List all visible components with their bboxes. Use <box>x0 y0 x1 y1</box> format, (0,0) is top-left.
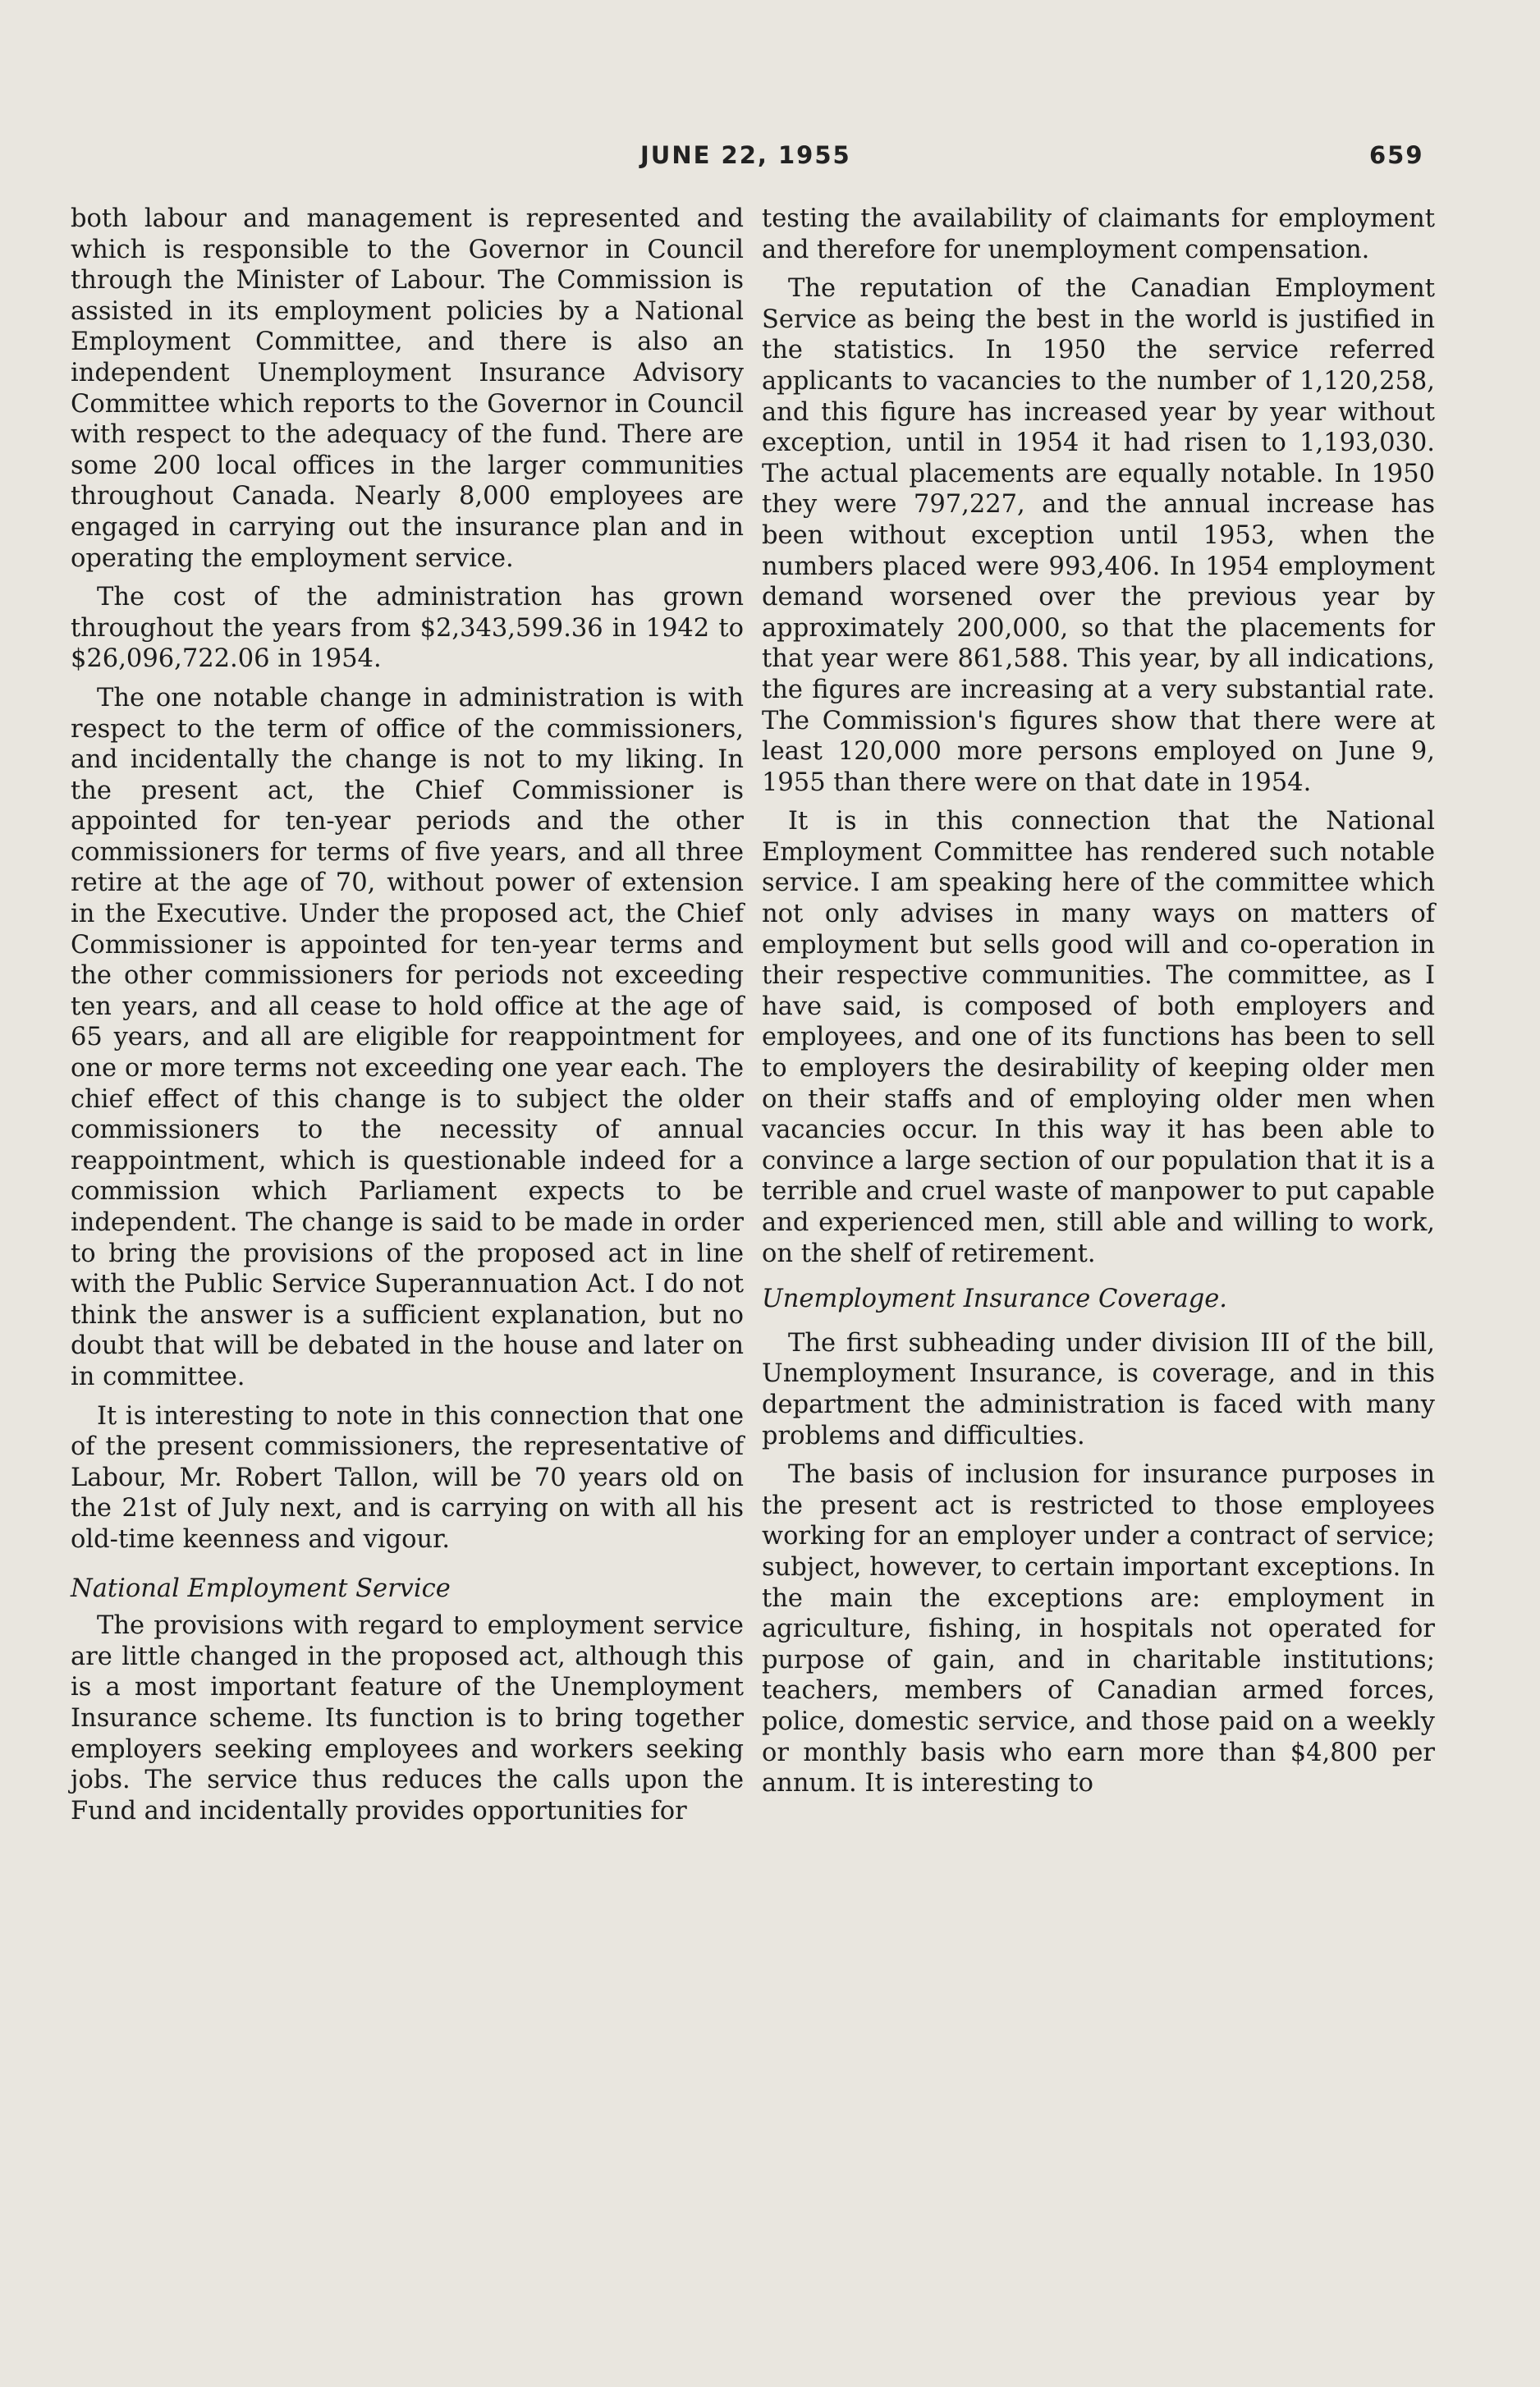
paragraph: The cost of the administration has grown throughout the years from $2,343,599.36 in 1942 to $26,096,722.06 in 1954. <box>71 583 744 674</box>
paragraph: It is interesting to note in this connection that one of the present commissioners, the representative of Labour, Mr. Robert Tallon, will be 70 years old on the 21st of July next, and is carrying on with all his old-time keenness and vigour. <box>71 1401 744 1554</box>
page-number: 659 <box>1369 141 1424 169</box>
paragraph: both labour and management is represented and which is responsible to the Governor in Council through the Minister of Labour. The Commission is assisted in its employment policies by a National Employment Committee, and there is also an independent Unemployment Insurance Advisory Committee which reports to the Governor in Council with respect to the adequacy of the fund. There are some 200 local offices in the larger communities throughout Canada. Nearly 8,000 employees are engaged in carrying out the insurance plan and in operating the employment service. <box>71 204 744 573</box>
section-subheading: Unemployment Insurance Coverage. <box>762 1285 1227 1314</box>
left-column <box>71 204 744 1835</box>
paragraph: The basis of inclusion for insurance purposes in the present act is restricted to those employees working for an employer under a contract of service; subject, however, to certain important exceptions. In the main the exceptions are: employment in agriculture, fishing, in hospitals not operated for purpose of gain, and in charitable institutions; teachers, members of Canadian armed forces, police, domestic service, and those paid on a weekly or monthly basis who earn more than $4,800 per annum. It is interesting to <box>762 1460 1435 1798</box>
page-header <box>0 141 1540 174</box>
paragraph: The provisions with regard to employment service are little changed in the proposed act, although this is a most important feature of the Unemployment Insurance scheme. Its function is to bring together employers seeking employees and workers seeking jobs. The service thus reduces the calls upon the Fund and incidentally provides opportunities for <box>71 1611 744 1826</box>
paragraph: The one notable change in administration is with respect to the term of office of the commissioners, and incidentally the change is not to my liking. In the present act, the Chief Commissioner is appointed for ten-year periods and the other commissioners for terms of five years, and all three retire at the age of 70, without power of extension in the Executive. Under the proposed act, the Chief Commissioner is appointed for ten-year terms and the other commissioners for periods not exceeding ten years, and all cease to hold office at the age of 65 years, and all are eligible for reappointment for one or more terms not exceeding one year each. The chief effect of this change is to subject the older commissioners to the necessity of annual reappointment, which is questionable indeed for a commission which Parliament expects to be independent. The change is said to be made in order to bring the provisions of the proposed act in line with the Public Service Superannuation Act. I do not think the answer is a sufficient explanation, but no doubt that will be debated in the house and later on in committee. <box>71 683 744 1391</box>
paragraph: testing the availability of claimants for employment and therefore for unemployment compensation. <box>762 204 1435 264</box>
right-column <box>762 204 1435 1807</box>
section-subheading: National Employment Service <box>71 1574 451 1603</box>
page-date: JUNE 22, 1955 <box>640 141 851 169</box>
paragraph: It is in this connection that the National Employment Committee has rendered such notable service. I am speaking here of the committee which not only advises in many ways on matters of employment but sells good will and co-operation in their respective communities. The committee, as I have said, is composed of both employers and employees, and one of its functions has been to sell to employers the desirability of keeping older men on their staffs and of employing older men when vacancies occur. In this way it has been able to convince a large section of our population that it is a terrible and cruel waste of manpower to put capable and experienced men, still able and willing to work, on the shelf of retirement. <box>762 807 1435 1268</box>
paragraph: The first subheading under division III of the bill, Unemployment Insurance, is coverage, and in this department the administration is faced with many problems and difficulties. <box>762 1328 1435 1450</box>
paragraph: The reputation of the Canadian Employment Service as being the best in the world is justified in the statistics. In 1950 the service referred applicants to vacancies to the number of 1,120,258, and this figure has increased year by year without exception, until in 1954 it had risen to 1,193,030. The actual placements are equally notable. In 1950 they were 797,227, and the annual increase has been without exception until 1953, when the numbers placed were 993,406. In 1954 employment demand worsened over the previous year by approximately 200,000, so that the placements for that year were 861,588. This year, by all indications, the figures are increasing at a very substantial rate. The Commission's figures show that there were at least 120,000 more persons employed on June 9, 1955 than there were on that date in 1954. <box>762 274 1435 797</box>
